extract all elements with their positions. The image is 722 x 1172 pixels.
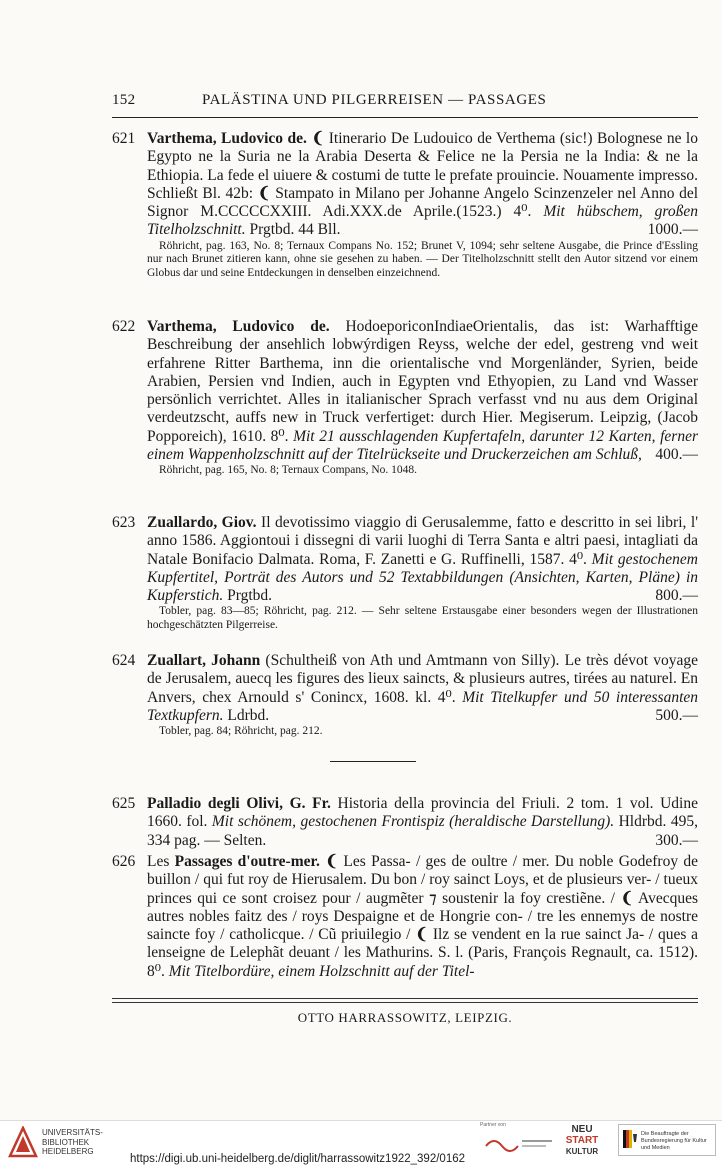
- paragraph-mark-icon: ❨: [415, 926, 429, 944]
- partner-logo-icon[interactable]: [484, 1132, 554, 1154]
- entry-author: Passages d'outre-mer.: [174, 853, 320, 870]
- entry-text: Avecques autres nobles faitz des / roys Despaigne et de Hongrie con- / tre les ennemys de nostre saincte foy / catholicque. / Cũ priuilegio /: [147, 889, 698, 944]
- section-divider: [330, 761, 416, 762]
- entry-price: 1000.—: [647, 221, 698, 239]
- entry-binding: Prgtbd.: [223, 587, 273, 605]
- catalog-entry-624: [112, 652, 698, 739]
- entry-binding: Hldrbd. 495, 334 pag. — Selten.: [147, 813, 698, 849]
- entry-prefix: Les: [147, 853, 175, 870]
- neustart-kultur-logo[interactable]: [565, 1124, 599, 1162]
- entry-author: Zuallardo, Giov.: [147, 514, 257, 531]
- neustart-line: KULTUR: [565, 1147, 599, 1156]
- bkm-text: Die Beauftragte der Bundesregierung für Kultur und Medien: [641, 1131, 707, 1151]
- header-rule: [112, 117, 698, 118]
- entry-text: (Schultheiß von Ath und Amtmann von Silly). Le très dévot voyage de Jerusalem, auecq les figures des lieux saincts, & plusieurs autres, tirées au naturel. En Anvers, chex Arnould s' Conincx, 1608. kl. 4⁰.: [147, 652, 698, 706]
- catalog-entry-626: [112, 853, 698, 981]
- catalog-entry-625: [112, 795, 698, 850]
- entry-note: Tobler, pag. 84; Röhricht, pag. 212.: [159, 725, 323, 738]
- institution-line: UNIVERSITÄTS-: [42, 1128, 103, 1137]
- document-url[interactable]: https://digi.ub.uni-heidelberg.de/diglit/harrassowitz1922_392/0162: [130, 1153, 466, 1165]
- entry-description: Mit Titelbordüre, einem Holzschnitt auf der Titel-: [168, 962, 475, 980]
- entry-author: Varthema, Ludovico de.: [147, 318, 330, 335]
- lot-number: 623: [112, 514, 136, 531]
- paragraph-mark-icon: ❨: [311, 130, 325, 147]
- entry-description: Mit hübschem, großen Titelholzschnitt.: [147, 203, 698, 239]
- entry-note: Röhricht, pag. 165, No. 8; Ternaux Compans, No. 1048.: [159, 464, 418, 477]
- entry-text: Les Passa- / ges de oultre / mer. Du noble Godefroy de buillon / qui fut roy de Hierusalem. Du bon / roy sainct Loys, et de plusieurs ver- / tueux princes qui ce sont croisez pour / augmẽter ⁊ soustenir la foy crestiẽne. /: [147, 853, 698, 907]
- neustart-line: START: [565, 1135, 599, 1146]
- entry-text: Il devotissimo viaggio di Gerusalemme, fatto e descritto in sei libri, l' anno 1586. Aggiontoui i dissegni di varii luoghi di Terra Santa e altri paesi, intagliati da Natale Bonifacio Dalmata. Roma, F. Zanetti e G. Ruffinelli, 1587. 4⁰.: [147, 514, 698, 568]
- institution-line: BIBLIOTHEK: [42, 1137, 90, 1147]
- neustart-line: NEU: [571, 1124, 593, 1135]
- institution-line: HEIDELBERG: [42, 1147, 94, 1156]
- paragraph-mark-icon: ❨: [620, 889, 634, 907]
- catalog-entry-622: [112, 318, 698, 478]
- paragraph-mark-icon: ❨: [325, 853, 339, 870]
- lot-number: 621: [112, 130, 136, 147]
- library-emblem-icon: [8, 1126, 38, 1158]
- entry-author: Palladio degli Olivi, G. Fr.: [147, 795, 331, 812]
- university-library-logo[interactable]: [8, 1124, 128, 1164]
- lot-number: 622: [112, 318, 136, 335]
- page-number: 152: [112, 92, 136, 108]
- entry-text: Ilz se vendent en la rue sainct Ja- / ques a lenseigne de Lelephãt deuant / les Mathurins. S. l. (Paris, François Regnault, ca. 1512). 8⁰.: [147, 926, 698, 980]
- bkm-logo[interactable]: [618, 1124, 716, 1156]
- partner-label: Partner von: [480, 1122, 506, 1128]
- lot-number: 626: [112, 853, 136, 870]
- running-title: PALÄSTINA UND PILGERREISEN — PASSAGES: [202, 92, 547, 108]
- entry-binding: Ldrbd.: [223, 706, 270, 724]
- entry-price: 300.—: [655, 831, 698, 849]
- entry-binding: Prgtbd. 44 Bll.: [245, 221, 341, 239]
- footer-rule: [112, 998, 698, 999]
- entry-description: Mit Titelkupfer und 50 interessanten Textkupfern.: [147, 688, 699, 724]
- catalog-entry-621: [112, 130, 698, 280]
- entry-text: Itinerario De Ludouico de Verthema (sic!) Bolognese ne lo Egypto ne la Suria ne la Arabia Deserta & Felice ne la Persia ne la India: & ne la Ethiopia. La fede el uiuere & costumi de tutte le prefate prouincie. Nouamente impresso. Schließt Bl. 42b:: [147, 130, 698, 202]
- entry-author: Zuallart, Johann: [147, 652, 261, 669]
- publisher-footer: OTTO HARRASSOWITZ, LEIPZIG.: [297, 1010, 513, 1025]
- entry-text: Historia della provincia del Friuli. 2 tom. 1 vol. Udine 1660. fol.: [147, 795, 698, 831]
- federal-eagle-icon: [623, 1130, 637, 1148]
- footer-rule: [112, 1002, 698, 1003]
- entry-description: Mit schönem, gestochenen Frontispiz (heraldische Darstellung).: [211, 813, 615, 831]
- entry-text: HodoeporiconIndiaeOrientalis, das ist: Warhafftige Beschreibung der ansehlich lobwýrdigen Reyss, welche der edel, gestreng vnd weit erfahrene Ritter Barthema, inn die orientalische vnd Morgenländer, Syrien, beide Arabien, Persien vnd Indien, auch in Egypten vnd Ethyopien, zu Land vnd Wasser persönlich verrichtet. Alles in italianischer Sprach verfasst vnd nu aus dem Original verdeutzscht, auffs new in Truck verfertiget: durch Hier. Megiserum. Leipzig, (Jacob Popporeich), 1610. 8⁰.: [147, 318, 698, 445]
- entry-price: 800.—: [655, 587, 698, 605]
- lot-number: 625: [112, 795, 136, 812]
- entry-text: Stampato in Milano per Johanne Angelo Scinzenzeler nel Anno del Signor M.CCCCCXXIII. Adi.XXX.de Aprile.(1523.) 4⁰.: [147, 184, 699, 221]
- lot-number: 624: [112, 652, 136, 669]
- entry-note: Tobler, pag. 83—85; Röhricht, pag. 212. — Sehr seltene Erstausgabe einer besonders wegen der Illustrationen hochgeschätzten Pilgerreise.: [147, 605, 698, 631]
- entry-price: 400.—: [655, 446, 698, 464]
- entry-note: Röhricht, pag. 163, No. 8; Ternaux Compans No. 152; Brunet V, 1094; sehr seltene Ausgabe, die Prince d'Essling nur nach Brunet zitieren kann, ohne sie gesehen zu haben. — Der Titelholzschnitt stellt den Autor sitzend vor einem Globus dar und seine Entdeckungen in denselben einzeichnend.: [147, 239, 698, 279]
- entry-author: Varthema, Ludovico de.: [147, 130, 307, 147]
- catalog-entry-623: [112, 514, 698, 632]
- entry-description: Mit 21 ausschlagenden Kupfertafeln, darunter 12 Karten, ferner einem Wappenholzschnitt auf der Titelrückseite und Druckerzeichen am Schluß,: [147, 427, 698, 464]
- entry-description: Mit gestochenem Kupfertitel, Porträt des Autors und 52 Textabbildungen (Ansichten, Karten, Pläne) in Kupferstich.: [147, 550, 698, 605]
- institution-name: [42, 1128, 103, 1157]
- entry-price: 500.—: [655, 706, 698, 724]
- paragraph-mark-icon: ❨: [257, 184, 271, 202]
